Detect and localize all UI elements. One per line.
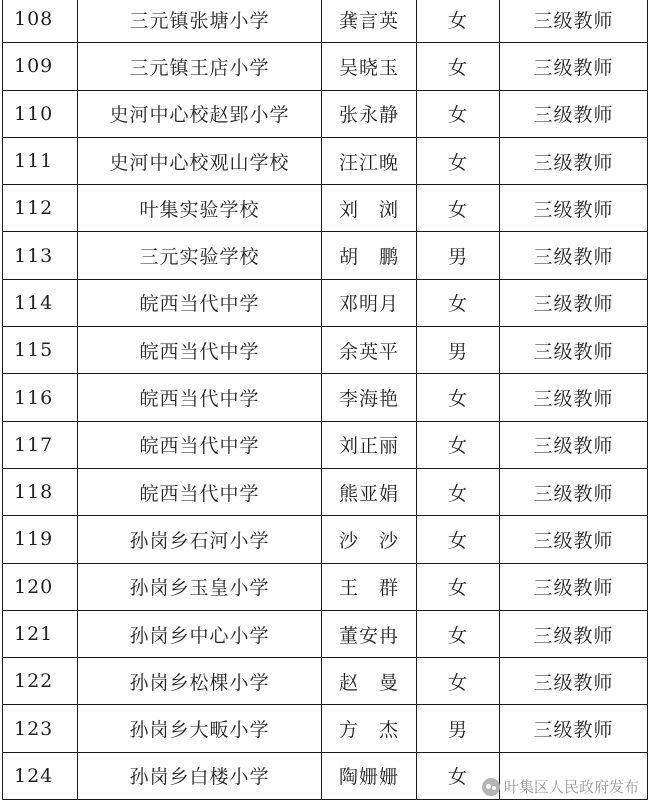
school-cell: 孙岗乡石河小学	[78, 516, 322, 563]
row-number-cell: 124	[3, 752, 78, 799]
title-cell: 三级教师	[500, 516, 648, 563]
row-number-cell: 118	[3, 468, 78, 515]
name-cell: 熊亚娟	[322, 468, 417, 515]
sex-cell: 男	[417, 327, 500, 374]
row-number-cell: 122	[3, 658, 78, 705]
sex-cell: 女	[417, 374, 500, 421]
name-cell: 方 杰	[322, 705, 417, 752]
sex-cell: 女	[417, 90, 500, 137]
title-cell: 三级教师	[500, 705, 648, 752]
title-cell: 三级教师	[500, 137, 648, 184]
name-cell: 李海艳	[322, 374, 417, 421]
row-number-cell: 109	[3, 43, 78, 90]
name-cell: 陶姗姗	[322, 752, 417, 799]
row-number-cell: 112	[3, 185, 78, 232]
table-row	[3, 185, 648, 232]
name-cell: 沙 沙	[322, 516, 417, 563]
name-cell: 刘正丽	[322, 421, 417, 468]
sex-cell: 女	[417, 421, 500, 468]
table-row	[3, 421, 648, 468]
title-cell: 三级教师	[500, 0, 648, 43]
title-cell: 三级教师	[500, 327, 648, 374]
school-cell: 孙岗乡松棵小学	[78, 658, 322, 705]
school-cell: 史河中心校观山学校	[78, 137, 322, 184]
table-row	[3, 374, 648, 421]
sex-cell: 女	[417, 658, 500, 705]
teacher-roster-table	[2, 0, 648, 800]
table-row	[3, 43, 648, 90]
table-row	[3, 90, 648, 137]
row-number-cell: 113	[3, 232, 78, 279]
row-number-cell: 116	[3, 374, 78, 421]
title-cell: 三级教师	[500, 185, 648, 232]
row-number-cell: 120	[3, 563, 78, 610]
sex-cell: 女	[417, 43, 500, 90]
row-number-cell: 119	[3, 516, 78, 563]
table-row	[3, 516, 648, 563]
name-cell: 赵 曼	[322, 658, 417, 705]
school-cell: 孙岗乡中心小学	[78, 610, 322, 657]
document-page	[2, 0, 647, 811]
row-number-cell: 121	[3, 610, 78, 657]
row-number-cell: 110	[3, 90, 78, 137]
roster-body	[3, 0, 648, 800]
table-row	[3, 563, 648, 610]
school-cell: 三元镇王店小学	[78, 43, 322, 90]
title-cell: 三级教师	[500, 421, 648, 468]
sex-cell: 男	[417, 705, 500, 752]
name-cell: 王 群	[322, 563, 417, 610]
table-row	[3, 232, 648, 279]
name-cell: 胡 鹏	[322, 232, 417, 279]
sex-cell: 男	[417, 232, 500, 279]
title-cell: 三级教师	[500, 90, 648, 137]
name-cell: 吴晓玉	[322, 43, 417, 90]
title-cell: 三级教师	[500, 374, 648, 421]
table-row	[3, 610, 648, 657]
title-cell: 三级教师	[500, 43, 648, 90]
school-cell: 三元实验学校	[78, 232, 322, 279]
school-cell: 皖西当代中学	[78, 327, 322, 374]
sex-cell: 女	[417, 468, 500, 515]
name-cell: 龚言英	[322, 0, 417, 43]
row-number-cell: 123	[3, 705, 78, 752]
school-cell: 孙岗乡大畈小学	[78, 705, 322, 752]
sex-cell: 女	[417, 279, 500, 326]
title-cell: 三级教师	[500, 610, 648, 657]
row-number-cell: 108	[3, 0, 78, 43]
table-row	[3, 137, 648, 184]
school-cell: 皖西当代中学	[78, 279, 322, 326]
table-row	[3, 279, 648, 326]
school-cell: 皖西当代中学	[78, 468, 322, 515]
name-cell: 董安冉	[322, 610, 417, 657]
sex-cell: 女	[417, 516, 500, 563]
title-cell: 三级教师	[500, 468, 648, 515]
table-row	[3, 327, 648, 374]
school-cell: 孙岗乡白楼小学	[78, 752, 322, 799]
table-row	[3, 468, 648, 515]
title-cell	[500, 752, 648, 799]
row-number-cell: 114	[3, 279, 78, 326]
school-cell: 史河中心校赵郢小学	[78, 90, 322, 137]
row-number-cell: 117	[3, 421, 78, 468]
sex-cell: 女	[417, 610, 500, 657]
school-cell: 皖西当代中学	[78, 374, 322, 421]
name-cell: 刘 浏	[322, 185, 417, 232]
school-cell: 三元镇张塘小学	[78, 0, 322, 43]
title-cell: 三级教师	[500, 658, 648, 705]
sex-cell: 女	[417, 137, 500, 184]
name-cell: 张永静	[322, 90, 417, 137]
sex-cell: 女	[417, 0, 500, 43]
table-row	[3, 752, 648, 799]
row-number-cell: 115	[3, 327, 78, 374]
name-cell: 汪江晚	[322, 137, 417, 184]
title-cell: 三级教师	[500, 563, 648, 610]
sex-cell: 女	[417, 185, 500, 232]
title-cell: 三级教师	[500, 232, 648, 279]
title-cell: 三级教师	[500, 279, 648, 326]
table-row	[3, 658, 648, 705]
sex-cell: 女	[417, 563, 500, 610]
row-number-cell: 111	[3, 137, 78, 184]
name-cell: 余英平	[322, 327, 417, 374]
sex-cell: 女	[417, 752, 500, 799]
school-cell: 孙岗乡玉皇小学	[78, 563, 322, 610]
table-row	[3, 0, 648, 43]
name-cell: 邓明月	[322, 279, 417, 326]
watermark-text: 叶集区人民政府发布	[503, 778, 639, 796]
school-cell: 皖西当代中学	[78, 421, 322, 468]
school-cell: 叶集实验学校	[78, 185, 322, 232]
table-row	[3, 705, 648, 752]
